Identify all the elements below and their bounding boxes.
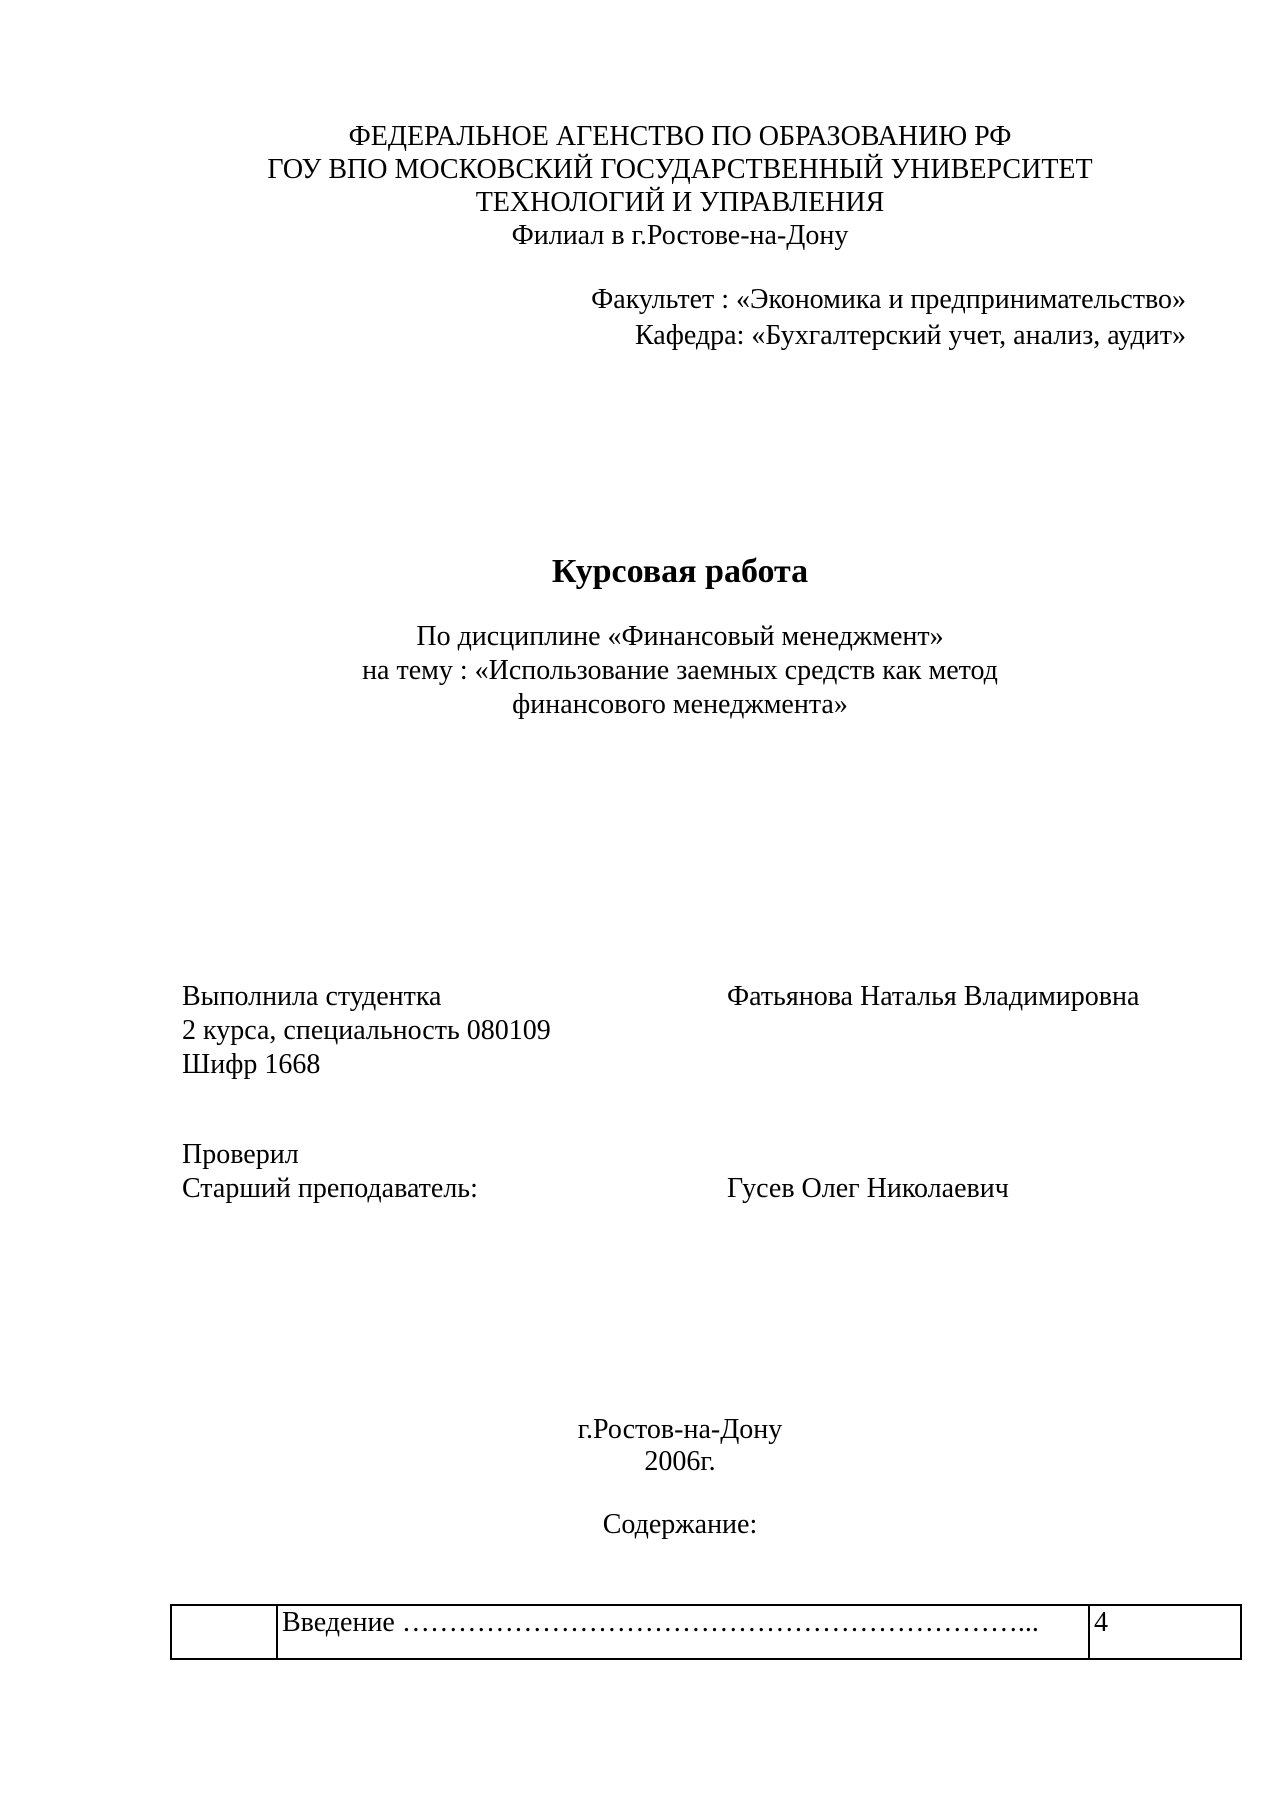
header-agency: ФЕДЕРАЛЬНОЕ АГЕНСТВО ПО ОБРАЗОВАНИЮ РФ <box>348 121 1012 152</box>
toc-title-cell: Введение …………………………………………………………... <box>277 1605 1089 1659</box>
contents-heading: Содержание: <box>602 1509 758 1540</box>
header-university: ГОУ ВПО МОСКОВСКИЙ ГОСУДАРСТВЕННЫЙ УНИВЕРСИТЕТ <box>267 154 1093 185</box>
faculty-name: Факультет : «Экономика и предпринимательство» <box>591 284 1186 315</box>
reviewer-labels <box>182 1138 478 1206</box>
reviewer-name: Гусев Олег Николаевич <box>727 1173 1009 1204</box>
city-name: г.Ростов-на-Дону <box>577 1414 783 1445</box>
reviewer-label-1: Проверил <box>182 1139 299 1170</box>
institution-header <box>180 120 1180 252</box>
topic-block <box>180 620 1180 722</box>
contents-table <box>170 1604 1242 1660</box>
department-name: Кафедра: «Бухгалтерский учет, анализ, аудит» <box>634 320 1186 351</box>
toc-page-cell: 4 <box>1089 1605 1241 1659</box>
student-label-3: Шифр 1668 <box>182 1049 321 1080</box>
toc-number-cell <box>171 1605 277 1659</box>
student-name: Фатьянова Наталья Владимировна <box>727 981 1140 1012</box>
student-label-1: Выполнила студентка <box>182 981 442 1012</box>
student-label-2: 2 курса, специальность 080109 <box>182 1015 551 1046</box>
document-title: Курсовая работа <box>551 553 809 590</box>
header-university-cont: ТЕХНОЛОГИЙ И УПРАВЛЕНИЯ <box>475 187 885 218</box>
theme-line-1: на тему : «Использование заемных средств как метод <box>362 655 998 686</box>
faculty-block <box>591 282 1186 354</box>
header-branch: Филиал в г.Ростове-на-Дону <box>511 220 849 251</box>
student-labels <box>182 980 551 1082</box>
table-row <box>171 1605 1241 1659</box>
place-and-year <box>180 1414 1180 1478</box>
reviewer-label-2: Старший преподаватель: <box>182 1173 478 1204</box>
year: 2006г. <box>644 1446 716 1477</box>
discipline-line: По дисциплине «Финансовый менеджмент» <box>416 621 944 652</box>
theme-line-2: финансового менеджмента» <box>512 689 848 720</box>
